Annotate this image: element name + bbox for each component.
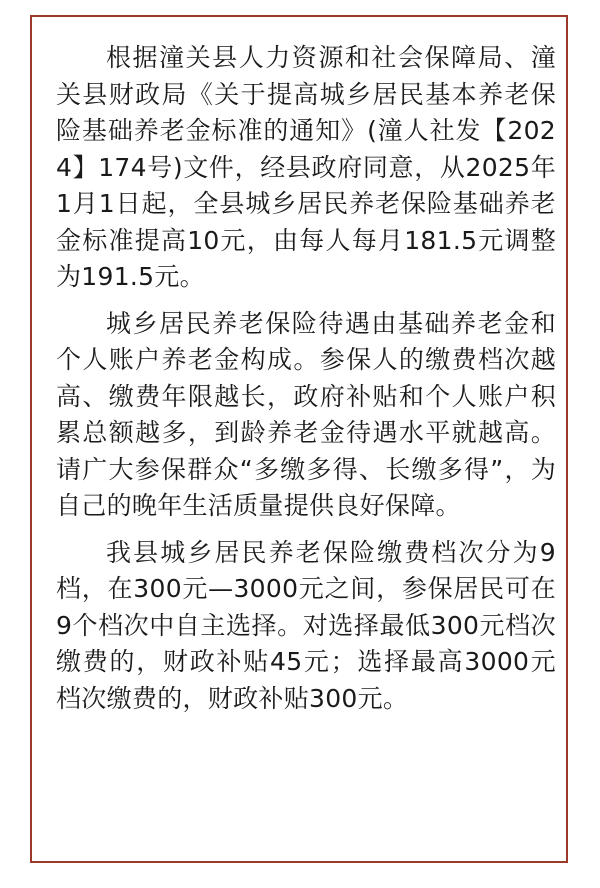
article-body [56, 40, 556, 727]
paragraph-pension-increase: 根据潼关县人力资源和社会保障局、潼关县财政局《关于提高城乡居民基本养老保险基础养老金标准的通知》(潼人社发【2024】174号)文件，经县政府同意，从2025年1月1日起，全县城乡居民养老保险基础养老金标准提高10元，由每人每月181.5元调整为191.5元。 [56, 43, 556, 291]
paragraph-benefit-composition: 城乡居民养老保险待遇由基础养老金和个人账户养老金构成。参保人的缴费档次越高、缴费年限越长，政府补贴和个人账户积累总额越多，到龄养老金待遇水平就越高。请广大参保群众“多缴多得、长缴多得”，为自己的晚年生活质量提供良好保障。 [56, 308, 556, 520]
paragraph-contribution-levels: 我县城乡居民养老保险缴费档次分为9档，在300元—3000元之间，参保居民可在9个档次中自主选择。对选择最低300元档次缴费的，财政补贴45元；选择最高3000元档次缴费的，财政补贴300元。 [56, 537, 556, 713]
